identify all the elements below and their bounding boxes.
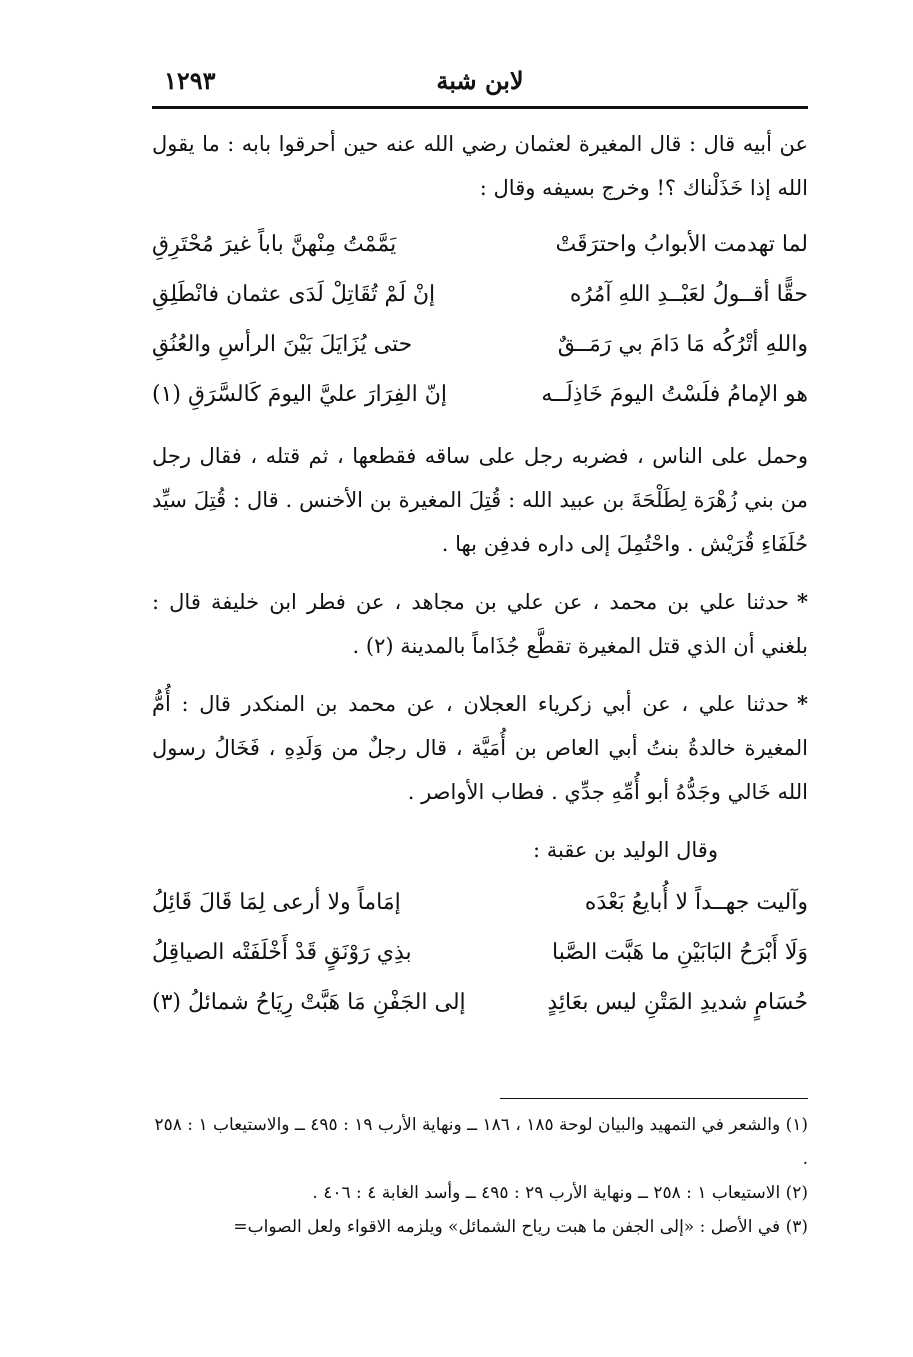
verse-line [152, 320, 808, 370]
verse-first-hemistich: لما تهدمت الأبوابُ واحترَقَتْ [555, 232, 808, 257]
verse-second-hemistich: إنّ الفِرَارَ عليَّ اليومَ كَالسَّرَقِ (١) [152, 382, 447, 407]
paragraph-4 [152, 682, 808, 814]
verse-second-hemistich: إلى الجَفْنِ مَا هَبَّتْ رِيَاحُ شمائلُ (٣) [152, 990, 466, 1015]
running-title: لابن شبة [436, 66, 524, 95]
footnote-3: (٣) في الأصل : «إلى الجفن ما هبت رياح الشمائل» ويلزمه الاقواء ولعل الصواب= [233, 1217, 808, 1237]
footnote-1: (١) والشعر في التمهيد والبيان لوحة ١٨٥ ، ١٨٦ ــ ونهاية الأرب ١٩ : ٤٩٥ ــ والاستيعاب ١ : ٢٥٨ . [154, 1115, 808, 1169]
poem-2 [152, 878, 808, 1028]
verse-line [152, 370, 808, 420]
paragraph-2: وحمل على الناس ، فضربه رجل على ساقه فقطعها ، ثم قتله ، فقال رجل من بني زُهْرَة لِطَلْحَةَ بن عبيد الله : قُتِلَ المغيرة بن الأخنس . قال : قُتِلَ سيِّد حُلَفَاءِ قُرَيْش . واحْتُمِلَ إلى داره فدفِن بها . [152, 444, 808, 556]
main-text [152, 122, 808, 1042]
verse-line [152, 928, 808, 978]
verse-line [152, 878, 808, 928]
verse-first-hemistich: وآليت جهــداً لا أُبايعُ بَعْدَه [584, 890, 808, 915]
paragraph-1: عن أبيه قال : قال المغيرة لعثمان رضي الله عنه حين أحرقوا بابه : ما يقول الله إذا خَذَلْناك ؟! وخرج بسيفه وقال : [152, 132, 808, 200]
verse-line [152, 270, 808, 320]
paragraph-3-text: حدثنا علي بن محمد ، عن علي بن مجاهد ، عن فطر ابن خليفة قال : بلغني أن الذي قتل المغيرة تقطَّع جُذَاماً بالمدينة (٢) . [152, 590, 808, 658]
header-divider [152, 106, 808, 109]
verse-first-hemistich: حُسَامٍ شديدِ المَتْنِ ليس بعَائِدٍ [547, 990, 808, 1015]
verse-first-hemistich: واللهِ أتْرُكُه مَا دَامَ بي رَمَــقٌ [557, 332, 808, 357]
paragraph-3 [152, 580, 808, 668]
verse-second-hemistich: إنْ لَمْ تُقَاتِلْ لَدَى عثمان فانْطَلِقِ [152, 282, 436, 307]
verse-second-hemistich: حتى يُزَايَلَ بَيْنَ الرأسِ والعُنُقِ [152, 332, 413, 357]
verse-line [152, 220, 808, 270]
section-star-marker: * [797, 589, 808, 614]
verse-second-hemistich: يَمَّمْتُ مِنْهنَّ باباً غيرَ مُحْتَرِقِ [152, 232, 397, 257]
footnotes [152, 1108, 808, 1244]
page-number: ١٢٩٣ [164, 66, 216, 95]
paragraph-4-text: حدثنا علي ، عن أبي زكرياء العجلان ، عن محمد بن المنكدر قال : أُمُّ المغيرة خالدةُ بنتُ أبي العاص بن أُمَيَّة ، قال رجلٌ من وَلَدِهِ ، فَخَالُ رسول الله خَالي وجَدُّهُ أبو أُمِّهِ جدِّي . فطاب الأواصر . [152, 692, 808, 804]
verse-first-hemistich: وَلَا أَبْرَحُ البَابَيْنِ ما هَبَّت الصَّبا [552, 940, 808, 965]
verse-first-hemistich: حقًّا أقــولُ لعَبْــدِ اللهِ آمُرُه [569, 282, 808, 307]
poem-2-intro: وقال الوليد بن عقبة : [532, 838, 718, 862]
footnote-divider [500, 1098, 808, 1099]
poem-1 [152, 220, 808, 420]
verse-line [152, 978, 808, 1028]
verse-first-hemistich: هو الإمامُ فلَسْتُ اليومَ خَاذِلَــه [541, 382, 808, 407]
verse-second-hemistich: بذِي رَوْنَقٍ قَدْ أَخْلَفَتْه الصياقِلُ [152, 940, 412, 965]
footnote-2: (٢) الاستيعاب ١ : ٢٥٨ ــ ونهاية الأرب ٢٩ : ٤٩٥ ــ وأسد الغابة ٤ : ٤٠٦ . [312, 1183, 808, 1203]
page-header [152, 62, 808, 102]
section-star-marker: * [797, 691, 808, 716]
verse-second-hemistich: إمَاماً ولا أرعى لِمَا قَالَ قَائِلُ [152, 890, 401, 915]
